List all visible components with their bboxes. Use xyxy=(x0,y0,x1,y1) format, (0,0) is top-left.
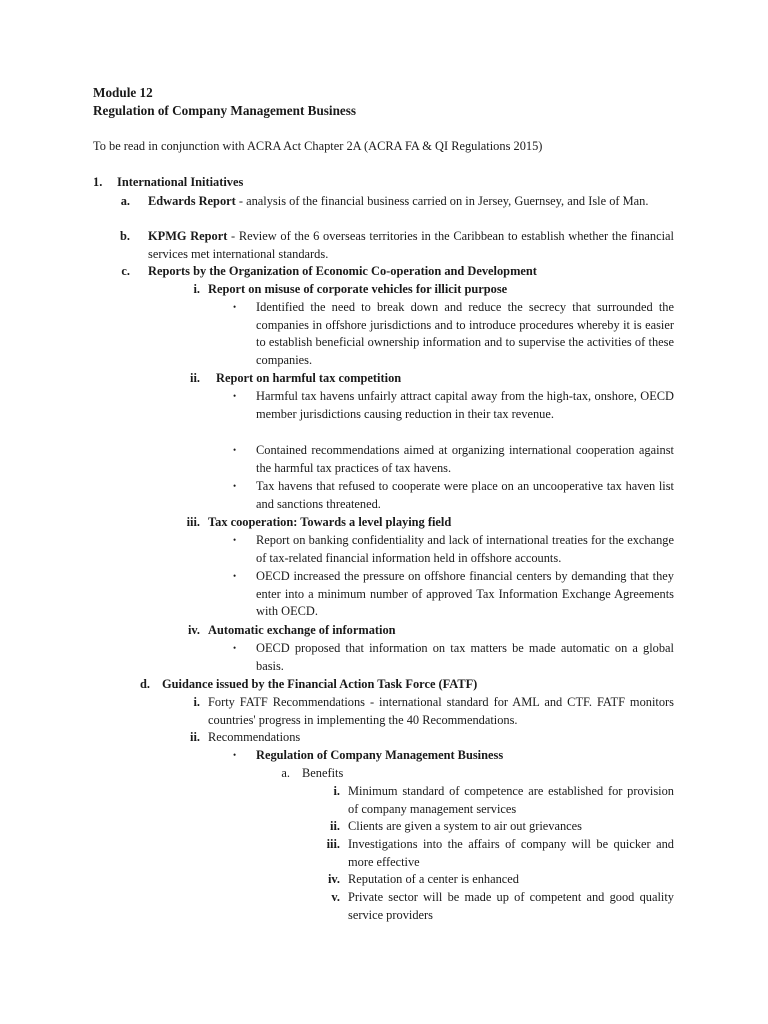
c-ii-bullet-2: Contained recommendations aimed at organizing international cooperation against the harmful tax practices of tax havens. xyxy=(256,443,674,475)
item-c-i-number: i. xyxy=(193,282,200,296)
bullet-icon: • xyxy=(233,535,237,545)
c-iii-bullet-2: OECD increased the pressure on offshore financial centers by demanding that they enter into a minimum number of approved Tax Information Exchange Agreements with OECD. xyxy=(256,569,674,618)
module-label: Module 12 xyxy=(93,85,153,100)
intro-text: To be read in conjunction with ACRA Act Chapter 2A (ACRA FA & QI Regulations 2015) xyxy=(93,139,543,153)
benefit-5-number: v. xyxy=(331,890,340,904)
regulation-bullet-title: Regulation of Company Management Business xyxy=(256,748,504,762)
item-a-number: a. xyxy=(120,194,130,208)
bullet-icon: • xyxy=(233,391,237,401)
c-iii-bullet-1: Report on banking confidentiality and lack of international treaties for the exchange of tax-related financial information held in offshore accounts. xyxy=(256,533,674,565)
item-a-body: - analysis of the financial business carried on in Jersey, Guernsey, and Isle of Man. xyxy=(235,194,649,208)
benefits-label: Benefits xyxy=(302,766,344,780)
item-a-title: Edwards Report xyxy=(148,194,236,208)
benefit-3-number: iii. xyxy=(326,837,340,851)
bullet-icon: • xyxy=(233,643,237,653)
bullet-icon: • xyxy=(233,571,237,581)
bullet-icon: • xyxy=(233,750,237,760)
bullet-icon: • xyxy=(233,481,237,491)
item-b-title: KPMG Report xyxy=(148,229,228,243)
bullet-icon: • xyxy=(233,445,237,455)
item-c-title: Reports by the Organization of Economic Co-operation and Development xyxy=(148,264,537,278)
benefit-4-number: iv. xyxy=(327,872,340,886)
bullet-icon: • xyxy=(233,302,237,312)
item-c-number: c. xyxy=(121,264,130,278)
item-d-i-text: Forty FATF Recommendations - international standard for AML and CTF. FATF monitors countries' progress in implementing the 40 Recommendations. xyxy=(208,695,674,727)
benefit-2-number: ii. xyxy=(330,819,340,833)
item-c-iii-title: Tax cooperation: Towards a level playing field xyxy=(208,515,452,529)
benefit-2-text: Clients are given a system to air out grievances xyxy=(348,819,582,833)
item-d-i-number: i. xyxy=(193,695,200,709)
item-d-title: Guidance issued by the Financial Action Task Force (FATF) xyxy=(162,677,478,691)
c-ii-bullet-3: Tax havens that refused to cooperate were place on an uncooperative tax haven list and sanctions threatened. xyxy=(256,479,674,511)
item-a-text xyxy=(148,193,674,211)
item-c-iv-number: iv. xyxy=(187,623,200,637)
section-1-title: International Initiatives xyxy=(117,175,244,189)
page-title: Regulation of Company Management Business xyxy=(93,103,357,118)
item-c-i-title: Report on misuse of corporate vehicles for illicit purpose xyxy=(208,282,508,296)
item-b-text xyxy=(148,228,674,263)
benefit-4-text: Reputation of a center is enhanced xyxy=(348,872,519,886)
item-b-body: - Review of the 6 overseas territories in the Caribbean to establish whether the financial services met international standards. xyxy=(148,229,675,261)
item-d-ii-text: Recommendations xyxy=(208,730,301,744)
item-c-iv-title: Automatic exchange of information xyxy=(208,623,396,637)
benefit-3-text: Investigations into the affairs of company will be quicker and more effective xyxy=(348,837,674,869)
item-b-number: b. xyxy=(120,229,130,243)
benefit-5-text: Private sector will be made up of competent and good quality service providers xyxy=(348,890,674,922)
benefit-1-text: Minimum standard of competence are established for provision of company management services xyxy=(348,784,674,816)
item-d-number: d. xyxy=(140,677,150,691)
benefits-number: a. xyxy=(281,766,290,780)
item-c-ii-title: Report on harmful tax competition xyxy=(216,371,402,385)
item-d-ii-number: ii. xyxy=(190,730,200,744)
c-i-bullet-1: Identified the need to break down and reduce the secrecy that surrounded the companies in offshore jurisdictions and to introduce procedures whereby it is easier to establish beneficial ownership information and to supervise the activities of these companies. xyxy=(256,300,674,367)
c-ii-bullet-1: Harmful tax havens unfairly attract capital away from the high-tax, onshore, OECD member jurisdictions causing reduction in their tax revenue. xyxy=(256,389,674,421)
benefit-1-number: i. xyxy=(333,784,340,798)
section-1-number: 1. xyxy=(93,175,103,189)
c-iv-bullet-1: OECD proposed that information on tax matters be made automatic on a global basis. xyxy=(256,641,674,673)
item-c-iii-number: iii. xyxy=(186,515,200,529)
item-c-ii-number: ii. xyxy=(190,371,200,385)
